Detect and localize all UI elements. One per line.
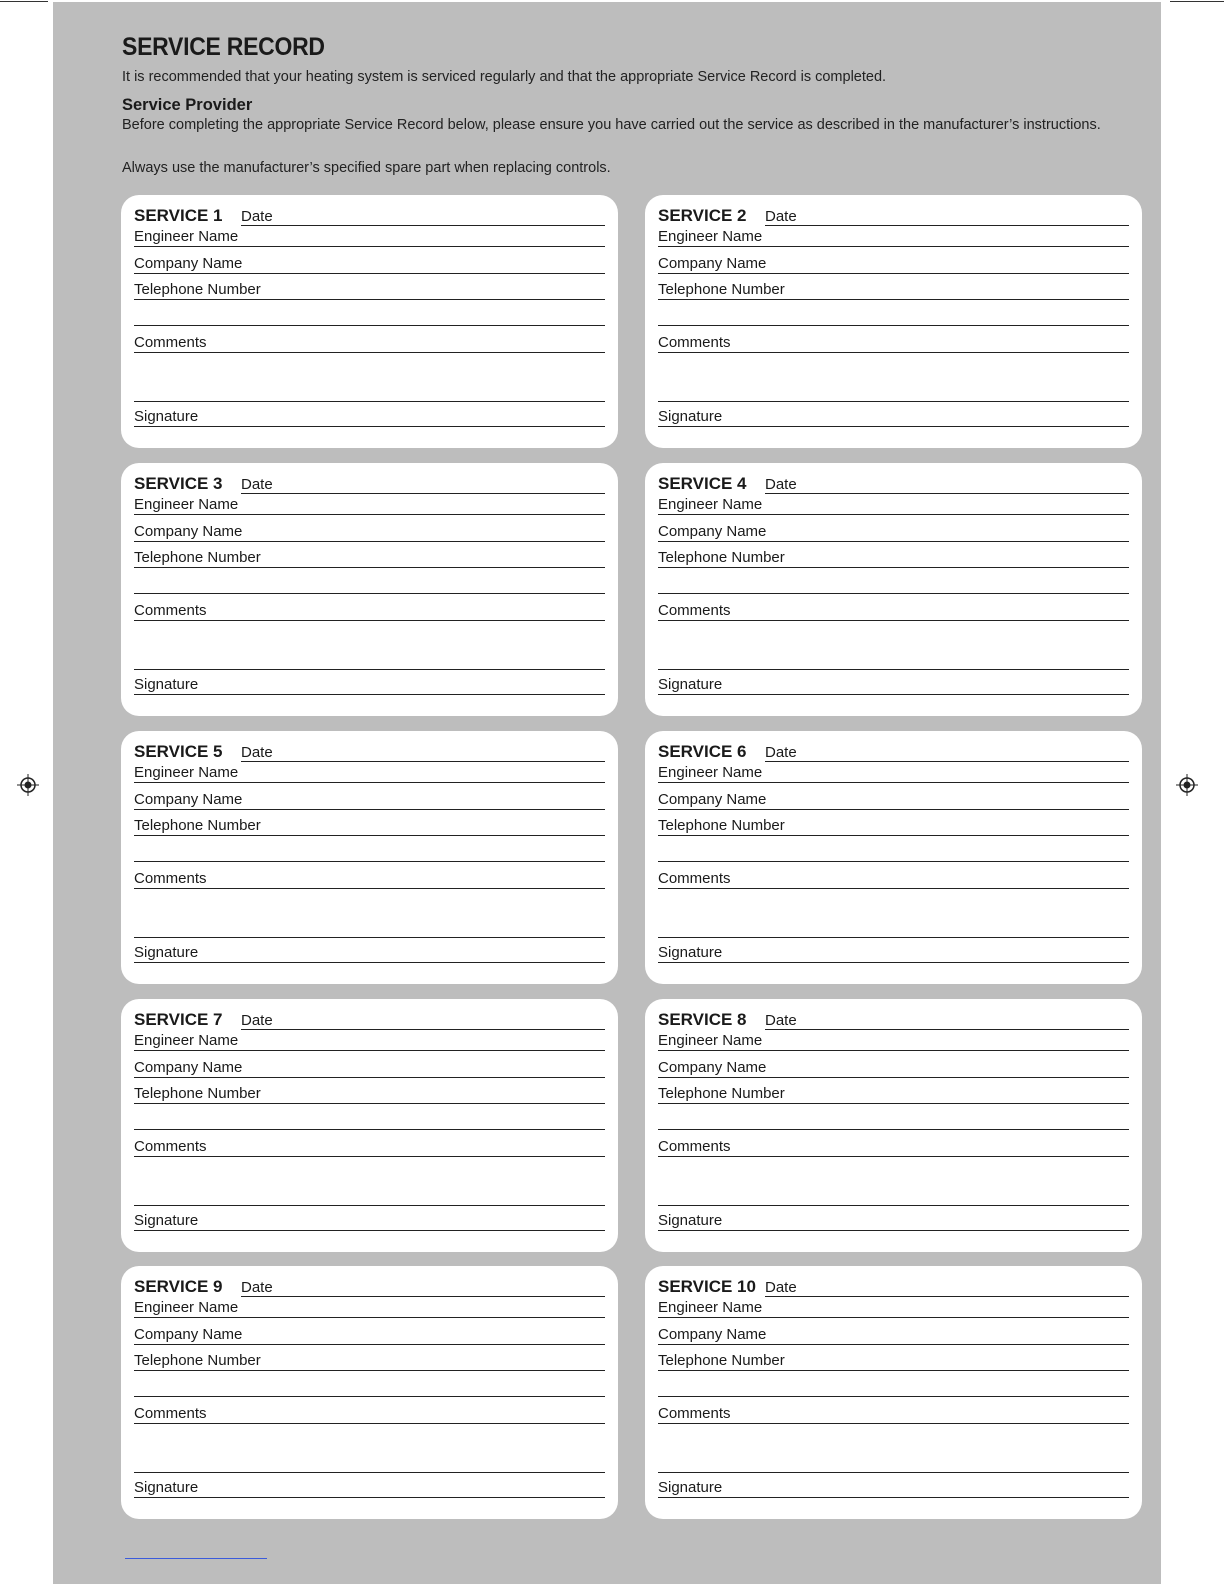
- company-name-field[interactable]: [658, 541, 1129, 542]
- date-field[interactable]: [765, 225, 1129, 226]
- service-title: SERVICE 5: [134, 742, 223, 761]
- telephone-number-label: Telephone Number: [658, 817, 785, 834]
- company-name-label: Company Name: [134, 1059, 243, 1076]
- telephone-number-label: Telephone Number: [658, 1085, 785, 1102]
- engineer-name-field[interactable]: [134, 782, 605, 783]
- date-field[interactable]: [241, 761, 605, 762]
- service-card: [121, 999, 618, 1252]
- comments-field[interactable]: [658, 1156, 1129, 1157]
- comments-field[interactable]: [658, 888, 1129, 889]
- comments-extra-field[interactable]: [658, 1472, 1129, 1473]
- telephone-extra-field[interactable]: [658, 1396, 1129, 1397]
- signature-field[interactable]: [658, 1230, 1129, 1231]
- company-name-label: Company Name: [134, 1326, 243, 1343]
- comments-label: Comments: [658, 1138, 731, 1155]
- service-title: SERVICE 7: [134, 1010, 223, 1029]
- signature-label: Signature: [134, 676, 199, 693]
- telephone-extra-field[interactable]: [658, 861, 1129, 862]
- crop-mark-left: [0, 1, 48, 2]
- engineer-name-label: Engineer Name: [658, 496, 763, 513]
- date-field[interactable]: [241, 1029, 605, 1030]
- engineer-name-field[interactable]: [134, 246, 605, 247]
- intro-text: It is recommended that your heating system is serviced regularly and that the appropriate Service Record is completed.: [122, 69, 887, 85]
- service-card: [645, 999, 1142, 1252]
- comments-field[interactable]: [134, 620, 605, 621]
- telephone-number-label: Telephone Number: [134, 281, 261, 298]
- signature-field[interactable]: [134, 1497, 605, 1498]
- date-label: Date: [765, 1279, 797, 1296]
- service-card: [121, 1266, 618, 1519]
- company-name-label: Company Name: [658, 1059, 767, 1076]
- comments-extra-field[interactable]: [134, 669, 605, 670]
- telephone-number-field[interactable]: [134, 835, 605, 836]
- engineer-name-label: Engineer Name: [658, 764, 763, 781]
- telephone-extra-field[interactable]: [134, 861, 605, 862]
- telephone-extra-field[interactable]: [134, 1129, 605, 1130]
- service-title: SERVICE 8: [658, 1010, 747, 1029]
- telephone-number-label: Telephone Number: [658, 549, 785, 566]
- comments-extra-field[interactable]: [658, 1205, 1129, 1206]
- signature-label: Signature: [658, 408, 723, 425]
- company-name-field[interactable]: [134, 273, 605, 274]
- company-name-label: Company Name: [134, 791, 243, 808]
- engineer-name-field[interactable]: [658, 782, 1129, 783]
- date-label: Date: [241, 1012, 273, 1029]
- service-title: SERVICE 3: [134, 474, 223, 493]
- service-title: SERVICE 1: [134, 206, 223, 225]
- registration-mark-icon: [1176, 774, 1198, 796]
- signature-label: Signature: [134, 1212, 199, 1229]
- signature-field[interactable]: [658, 426, 1129, 427]
- telephone-extra-field[interactable]: [134, 1396, 605, 1397]
- company-name-field[interactable]: [658, 273, 1129, 274]
- date-field[interactable]: [241, 225, 605, 226]
- telephone-extra-field[interactable]: [658, 325, 1129, 326]
- comments-label: Comments: [134, 602, 207, 619]
- signature-label: Signature: [658, 944, 723, 961]
- date-label: Date: [765, 208, 797, 225]
- comments-extra-field[interactable]: [134, 937, 605, 938]
- service-title: SERVICE 6: [658, 742, 747, 761]
- signature-field[interactable]: [658, 962, 1129, 963]
- signature-field[interactable]: [658, 694, 1129, 695]
- signature-label: Signature: [658, 676, 723, 693]
- telephone-number-label: Telephone Number: [134, 549, 261, 566]
- footer-link-underline: [125, 1558, 267, 1559]
- engineer-name-label: Engineer Name: [134, 228, 239, 245]
- date-field[interactable]: [241, 1296, 605, 1297]
- comments-field[interactable]: [134, 888, 605, 889]
- crop-mark-right: [1170, 1, 1224, 2]
- comments-extra-field[interactable]: [134, 1205, 605, 1206]
- telephone-number-field[interactable]: [658, 1370, 1129, 1371]
- telephone-number-label: Telephone Number: [134, 817, 261, 834]
- engineer-name-label: Engineer Name: [134, 1299, 239, 1316]
- telephone-extra-field[interactable]: [134, 593, 605, 594]
- signature-label: Signature: [134, 944, 199, 961]
- telephone-extra-field[interactable]: [658, 1129, 1129, 1130]
- date-field[interactable]: [765, 493, 1129, 494]
- engineer-name-field[interactable]: [658, 514, 1129, 515]
- engineer-name-field[interactable]: [134, 1050, 605, 1051]
- comments-extra-field[interactable]: [134, 1472, 605, 1473]
- comments-label: Comments: [134, 334, 207, 351]
- engineer-name-field[interactable]: [134, 1317, 605, 1318]
- service-card: [645, 195, 1142, 448]
- comments-field[interactable]: [134, 1156, 605, 1157]
- telephone-number-field[interactable]: [134, 1370, 605, 1371]
- signature-label: Signature: [658, 1212, 723, 1229]
- engineer-name-label: Engineer Name: [658, 228, 763, 245]
- signature-field[interactable]: [658, 1497, 1129, 1498]
- date-field[interactable]: [241, 493, 605, 494]
- service-card: [645, 463, 1142, 716]
- comments-field[interactable]: [658, 1423, 1129, 1424]
- date-label: Date: [241, 744, 273, 761]
- comments-label: Comments: [134, 1138, 207, 1155]
- service-title: SERVICE 4: [658, 474, 747, 493]
- telephone-number-field[interactable]: [658, 567, 1129, 568]
- comments-extra-field[interactable]: [658, 401, 1129, 402]
- engineer-name-field[interactable]: [134, 514, 605, 515]
- company-name-label: Company Name: [134, 523, 243, 540]
- comments-field[interactable]: [134, 1423, 605, 1424]
- telephone-number-field[interactable]: [134, 299, 605, 300]
- comments-label: Comments: [658, 1405, 731, 1422]
- comments-label: Comments: [658, 602, 731, 619]
- date-field[interactable]: [765, 761, 1129, 762]
- comments-field[interactable]: [658, 352, 1129, 353]
- telephone-number-label: Telephone Number: [134, 1085, 261, 1102]
- date-field[interactable]: [765, 1296, 1129, 1297]
- comments-label: Comments: [134, 1405, 207, 1422]
- company-name-label: Company Name: [658, 1326, 767, 1343]
- engineer-name-field[interactable]: [658, 246, 1129, 247]
- service-title: SERVICE 9: [134, 1277, 223, 1296]
- engineer-name-field[interactable]: [658, 1317, 1129, 1318]
- company-name-label: Company Name: [134, 255, 243, 272]
- signature-field[interactable]: [134, 426, 605, 427]
- signature-label: Signature: [658, 1479, 723, 1496]
- service-card: [121, 195, 618, 448]
- signature-label: Signature: [134, 1479, 199, 1496]
- telephone-number-field[interactable]: [658, 1103, 1129, 1104]
- date-label: Date: [765, 476, 797, 493]
- signature-field[interactable]: [134, 694, 605, 695]
- service-provider-heading: Service Provider: [122, 96, 253, 114]
- comments-extra-field[interactable]: [658, 937, 1129, 938]
- comments-label: Comments: [658, 870, 731, 887]
- date-field[interactable]: [765, 1029, 1129, 1030]
- engineer-name-label: Engineer Name: [134, 496, 239, 513]
- comments-extra-field[interactable]: [658, 669, 1129, 670]
- engineer-name-field[interactable]: [658, 1050, 1129, 1051]
- telephone-number-field[interactable]: [658, 835, 1129, 836]
- service-title: SERVICE 2: [658, 206, 747, 225]
- engineer-name-label: Engineer Name: [134, 1032, 239, 1049]
- telephone-number-label: Telephone Number: [658, 281, 785, 298]
- company-name-label: Company Name: [658, 523, 767, 540]
- service-card: [121, 731, 618, 984]
- comments-field[interactable]: [134, 352, 605, 353]
- registration-mark-icon: [17, 774, 39, 796]
- telephone-extra-field[interactable]: [134, 325, 605, 326]
- company-name-field[interactable]: [134, 809, 605, 810]
- comments-label: Comments: [134, 870, 207, 887]
- company-name-field[interactable]: [658, 809, 1129, 810]
- comments-label: Comments: [658, 334, 731, 351]
- engineer-name-label: Engineer Name: [658, 1032, 763, 1049]
- company-name-field[interactable]: [134, 1077, 605, 1078]
- company-name-field[interactable]: [134, 1344, 605, 1345]
- date-label: Date: [765, 744, 797, 761]
- service-title: SERVICE 10: [658, 1277, 756, 1296]
- signature-field[interactable]: [134, 1230, 605, 1231]
- telephone-extra-field[interactable]: [658, 593, 1129, 594]
- service-card: [645, 731, 1142, 984]
- date-label: Date: [241, 1279, 273, 1296]
- telephone-number-field[interactable]: [658, 299, 1129, 300]
- page-title: SERVICE RECORD: [122, 33, 325, 61]
- company-name-label: Company Name: [658, 791, 767, 808]
- company-name-label: Company Name: [658, 255, 767, 272]
- spare-part-note: Always use the manufacturer’s specified spare part when replacing controls.: [122, 160, 611, 176]
- service-card: [645, 1266, 1142, 1519]
- date-label: Date: [241, 476, 273, 493]
- engineer-name-label: Engineer Name: [658, 1299, 763, 1316]
- service-provider-body: Before completing the appropriate Service Record below, please ensure you have carried out the service as described in the manufacturer’s instructions.: [122, 117, 1101, 133]
- telephone-number-label: Telephone Number: [658, 1352, 785, 1369]
- signature-label: Signature: [134, 408, 199, 425]
- telephone-number-label: Telephone Number: [134, 1352, 261, 1369]
- telephone-number-field[interactable]: [134, 567, 605, 568]
- company-name-field[interactable]: [134, 541, 605, 542]
- service-card: [121, 463, 618, 716]
- engineer-name-label: Engineer Name: [134, 764, 239, 781]
- comments-field[interactable]: [658, 620, 1129, 621]
- company-name-field[interactable]: [658, 1344, 1129, 1345]
- signature-field[interactable]: [134, 962, 605, 963]
- comments-extra-field[interactable]: [134, 401, 605, 402]
- company-name-field[interactable]: [658, 1077, 1129, 1078]
- telephone-number-field[interactable]: [134, 1103, 605, 1104]
- date-label: Date: [241, 208, 273, 225]
- date-label: Date: [765, 1012, 797, 1029]
